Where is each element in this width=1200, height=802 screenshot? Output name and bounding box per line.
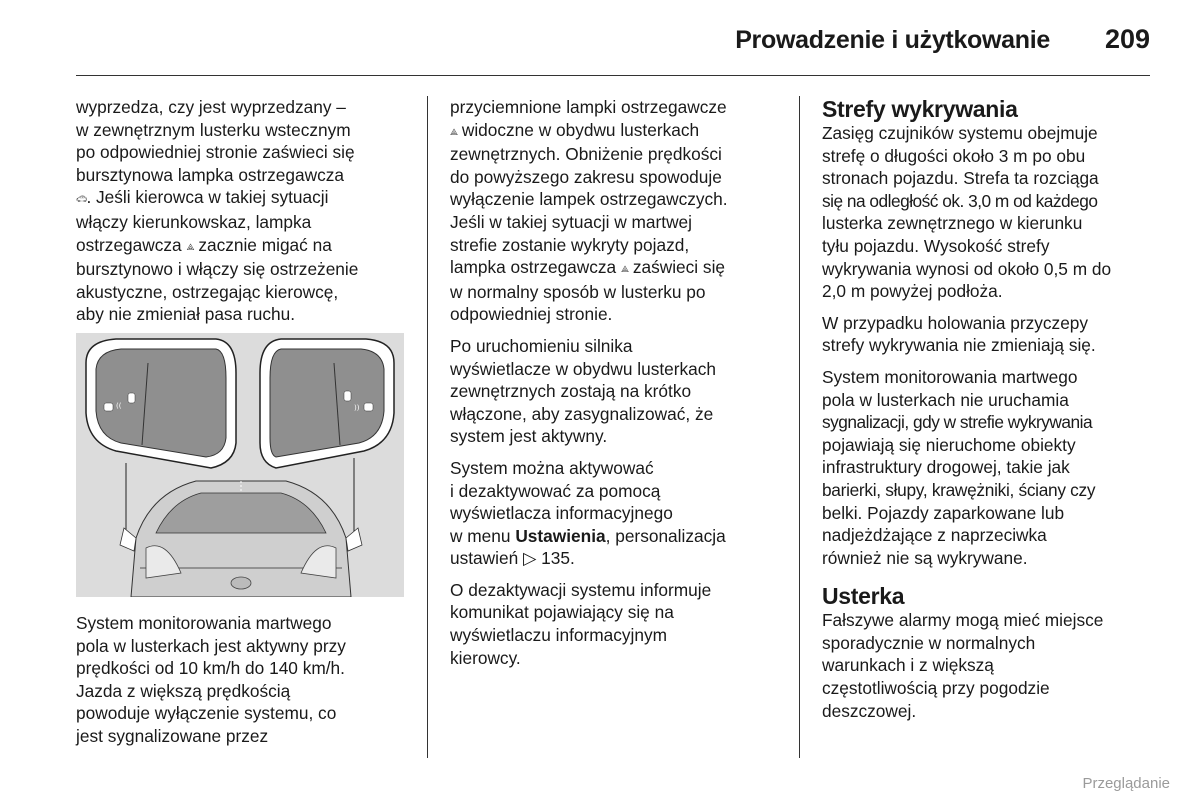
- column-divider: [799, 96, 800, 758]
- svg-text:)): )): [354, 404, 360, 412]
- blind-spot-warning-icon: ⟁: [186, 241, 194, 252]
- page-title: Prowadzenie i użytkowanie: [735, 26, 1050, 54]
- mirror-illustration: [76, 333, 404, 597]
- paragraph: wyprzedza, czy jest wyprzedzany – w zewnętrznym lusterku wstecznym po odpowiedniej stronie zaświeci się bursztynowa lampka ostrzegawcza 🚗︎. Jeśli kierowca w takiej sytuacji włączy kierunkowskaz, lampka ostrzegawcza ⟁ zacznie migać na bursztynowo i włączy się ostrzeżenie akustyczne, ostrzegając kierowcę, aby nie zmieniał pasa ruchu.: [76, 97, 359, 325]
- paragraph: System można aktywować i dezaktywować za pomocą wyświetlacza informacyjnego w menu Ustawienia, personalizacja ustawień ▷ 135.: [450, 457, 726, 569]
- paragraph: W przypadku holowania przyczepy strefy wykrywania nie zmieniają się.: [822, 312, 1096, 356]
- svg-text:((: ((: [116, 402, 122, 410]
- mirror-illustration-svg: [76, 333, 404, 597]
- paragraph: System monitorowania martwego pola w lusterkach jest aktywny przy prędkości od 10 km/h do 140 km/h. Jazda z większą prędkością powoduje wyłączenie systemu, co jest sygnalizowane przez: [76, 613, 346, 746]
- paragraph: przyciemnione lampki ostrzegawcze ⟁ widoczne w obydwu lusterkach zewnętrznych. Obniżenie prędkości do powyższego zakresu spowoduje wyłączenie lampek ostrzegawczych. Jeśli w takiej sytuacji w martwej strefie zostanie wykryty pojazd, lampka ostrzegawcza ⟁ zaświeci się w normalny sposób w lusterku po odpowiedniej stronie.: [450, 97, 728, 325]
- column-1: [76, 96, 416, 335]
- menu-name-ustawienia: Ustawienia: [515, 525, 606, 546]
- page-number: 209: [1104, 24, 1150, 54]
- left-mirror: [86, 339, 236, 468]
- watermark: Przeglądanie: [1082, 775, 1170, 792]
- page-reference-icon: ▷: [523, 548, 537, 569]
- column-2: [450, 96, 788, 678]
- paragraph: Zasięg czujników systemu obejmuje strefę o długości około 3 m po obu stronach pojazdu. Strefa ta rozciąga się na odległość ok. 3,0 m od każdego lusterka zewnętrznego w kierunku tyłu pojazdu. Wysokość strefy wykrywania wynosi od około 0,5 m do 2,0 m powyżej podłoża.: [822, 123, 1112, 302]
- paragraph: Po uruchomieniu silnika wyświetlacze w obydwu lusterkach zewnętrznych zostają na krótko włączone, aby zasygnalizować, że system jest aktywny.: [450, 335, 717, 447]
- paragraph: Fałszywe alarmy mogą mieć miejsce sporadycznie w normalnych warunkach i z większą częstotliwością przy pogodzie deszczowej.: [822, 610, 1104, 721]
- blind-spot-warning-icon: ⟁: [450, 126, 458, 137]
- paragraph: O dezaktywacji systemu informuje komunikat pojawiający się na wyświetlaczu informacyjnym kierowcy.: [450, 579, 712, 668]
- column-divider: [427, 96, 428, 758]
- section-heading: Usterka: [822, 583, 905, 610]
- header-divider: [76, 75, 1150, 76]
- column-3: [822, 96, 1152, 731]
- blind-spot-warning-icon: ⟁: [620, 264, 629, 275]
- blind-spot-warning-icon: 🚗︎: [76, 194, 87, 205]
- paragraph: System monitorowania martwego pola w lusterkach nie uruchamia sygnalizacji, gdy w strefie wykrywania pojawiają się nieruchome obiekty infrastruktury drogowej, takie jak barierki, słupy, krawężniki, ściany czy belki. Pojazdy zaparkowane lub nadjeżdżające z naprzeciwka również nie są wykrywane.: [822, 366, 1096, 568]
- section-heading: Strefy wykrywania: [822, 96, 1018, 122]
